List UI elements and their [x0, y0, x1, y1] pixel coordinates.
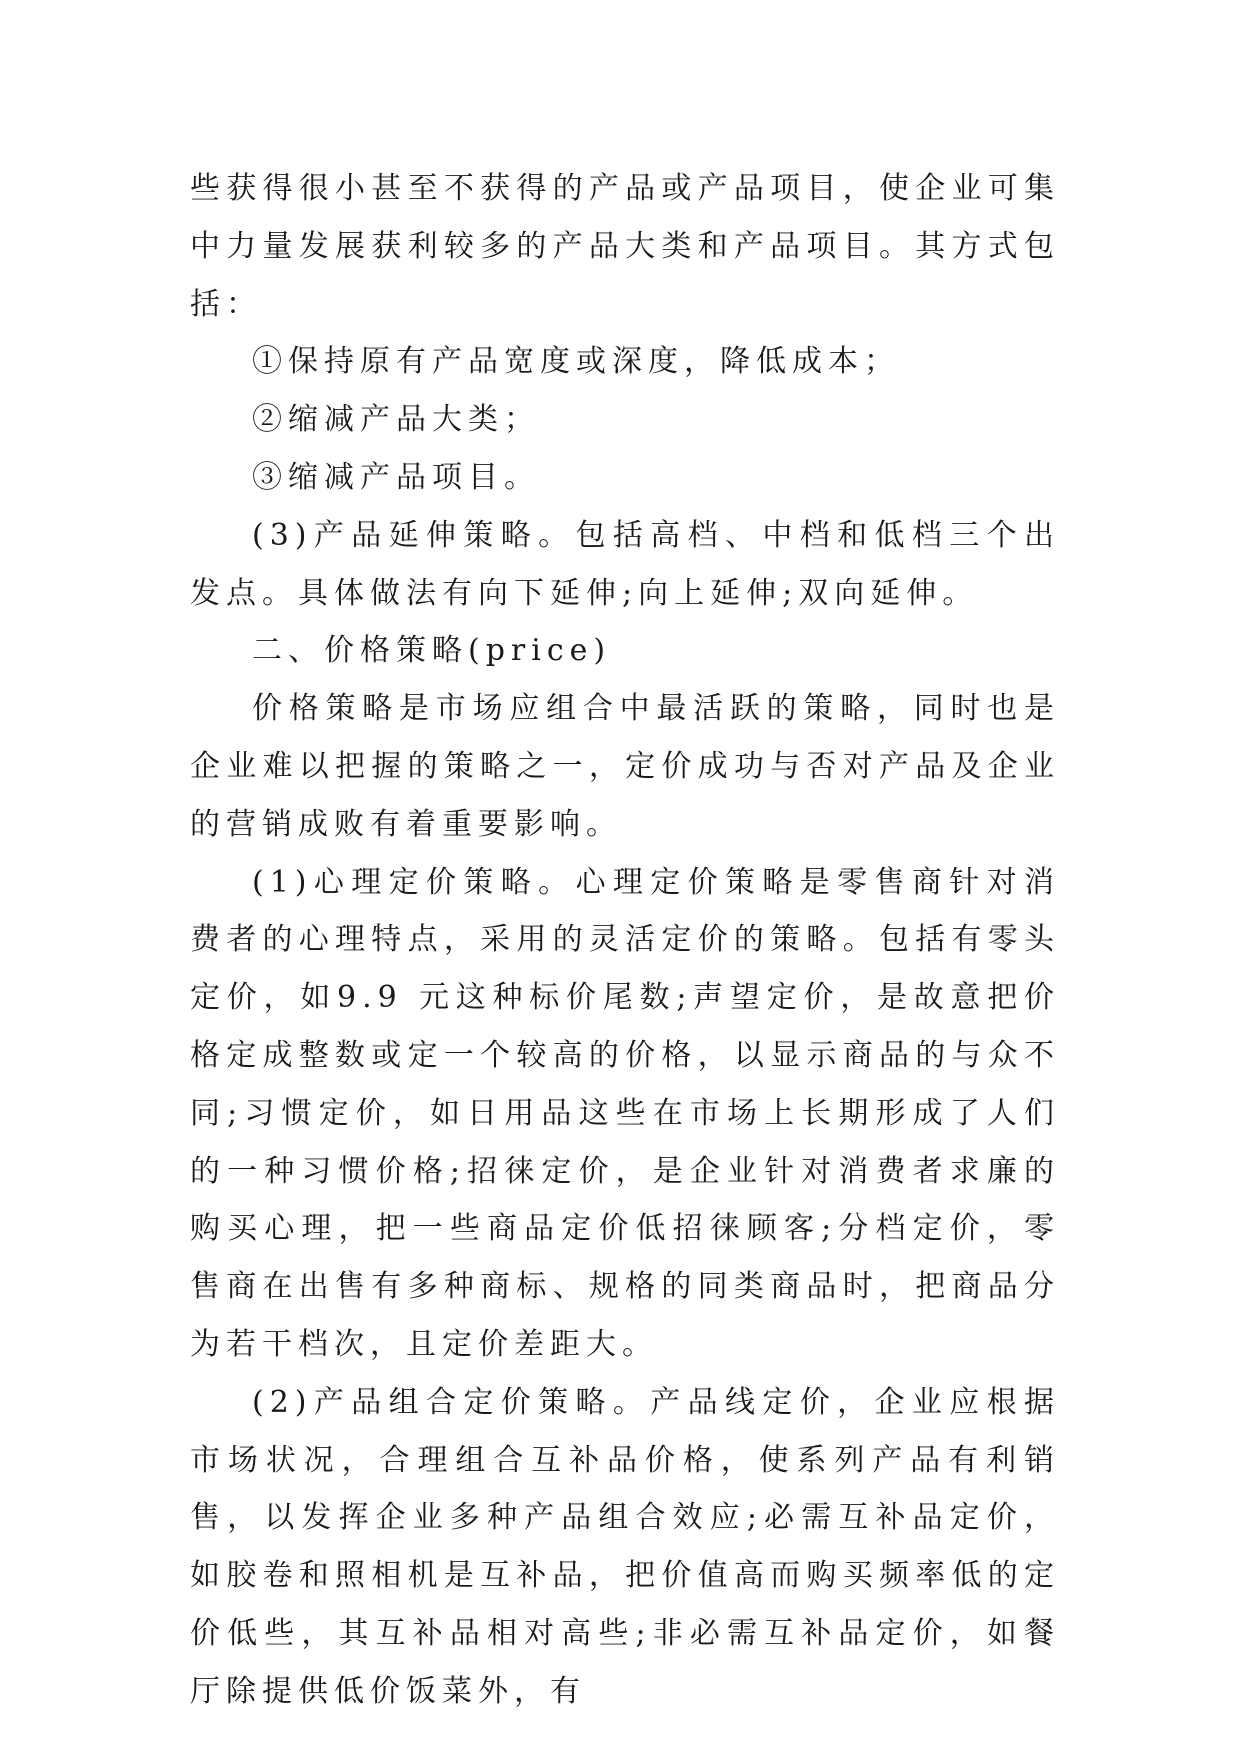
paragraph-2: ①保持原有产品宽度或深度，降低成本； — [252, 344, 900, 380]
paragraph-4: ③缩减产品项目。 — [252, 459, 540, 495]
section-heading: 二、价格策略(price) — [252, 633, 612, 669]
paragraph-3: ②缩减产品大类； — [252, 402, 540, 438]
body-text — [190, 160, 1060, 1721]
paragraph-8: (1)心理定价策略。心理定价策略是零售商针对消费者的心理特点，采用的灵活定价的策略。包括有零头定价，如9.9 元这种标价尾数;声望定价，是故意把价格定成整数或定一个较高的价格，以显示商品的与众不同;习惯定价，如日用品这些在市场上长期形成了人们的一种习惯价格;招徕定价，是企业针对消费者求廉的购买心理，把一些商品定价低招徕顾客;分档定价，零售商在出售有多种商标、规格的同类商品时，把商品分为若干档次，且定价差距大。 — [190, 864, 1060, 1362]
paragraph-9: (2)产品组合定价策略。产品线定价，企业应根据市场状况，合理组合互补品价格，使系列产品有利销售，以发挥企业多种产品组合效应;必需互补品定价，如胶卷和照相机是互补品，把价值高而购买频率低的定价低些，其互补品相对高些;非必需互补品定价，如餐厅除提供低价饭菜外，有 — [190, 1384, 1060, 1709]
paragraph-1: 些获得很小甚至不获得的产品或产品项目，使企业可集中力量发展获利较多的产品大类和产品项目。其方式包括： — [190, 171, 1060, 322]
paragraph-5: (3)产品延伸策略。包括高档、中档和低档三个出发点。具体做法有向下延伸;向上延伸;双向延伸。 — [190, 517, 1060, 611]
paragraph-7: 价格策略是市场应组合中最活跃的策略，同时也是企业难以把握的策略之一，定价成功与否对产品及企业的营销成败有着重要影响。 — [190, 691, 1060, 842]
